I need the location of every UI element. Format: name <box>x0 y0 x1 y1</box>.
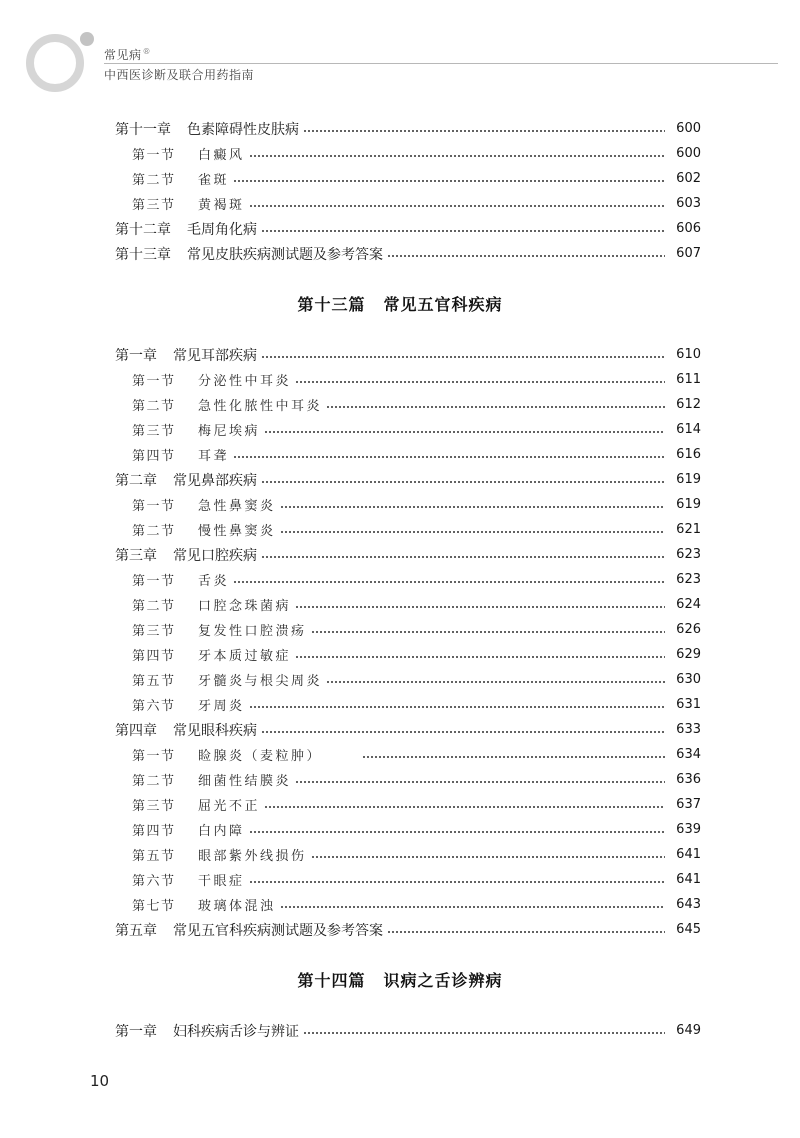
section-number: 第二节 <box>132 599 176 614</box>
page-ref: 607 <box>676 246 701 261</box>
dot-leader <box>261 480 665 484</box>
section-number: 第三节 <box>132 198 176 213</box>
dot-leader <box>295 380 665 384</box>
toc-section-entry <box>115 141 701 166</box>
header-book-title: 中西医诊断及联合用药指南 <box>104 68 255 82</box>
dot-leader <box>362 755 665 759</box>
part-number: 第十三篇 <box>297 295 366 314</box>
chapter-title: 常见眼科疾病 <box>173 722 257 739</box>
dot-leader <box>280 505 665 509</box>
page-ref: 631 <box>676 697 701 712</box>
page-ref: 623 <box>676 547 701 562</box>
section-title: 牙周炎 <box>198 699 245 714</box>
logo <box>22 30 98 100</box>
registered-mark: ® <box>142 47 152 56</box>
section-number: 第二节 <box>132 774 176 789</box>
section-number: 第二节 <box>132 524 176 539</box>
dot-leader <box>387 930 665 934</box>
chapter-number: 第三章 <box>115 547 157 564</box>
page-ref: 634 <box>676 747 701 762</box>
section-number: 第一节 <box>132 374 176 389</box>
chapter-title: 常见口腔疾病 <box>173 547 257 564</box>
page-ref: 649 <box>676 1023 701 1038</box>
toc-section-entry <box>115 842 701 867</box>
page-ref: 636 <box>676 772 701 787</box>
section-number: 第六节 <box>132 699 176 714</box>
toc-section-entry <box>115 517 701 542</box>
section-number: 第三节 <box>132 424 176 439</box>
section-title: 耳聋 <box>198 449 230 464</box>
toc-section-entry <box>115 767 701 792</box>
chapter-title: 色素障碍性皮肤病 <box>187 121 299 138</box>
toc-section-entry <box>115 417 701 442</box>
toc-chapter-entry <box>115 1018 701 1043</box>
page-ref: 641 <box>676 847 701 862</box>
page-ref: 616 <box>676 447 701 462</box>
toc-chapter-entry <box>115 216 701 241</box>
part-title-14 <box>0 968 800 991</box>
toc-section-entry <box>115 742 701 767</box>
section-number: 第四节 <box>132 649 176 664</box>
page-ref: 611 <box>676 372 701 387</box>
dot-leader <box>249 204 665 208</box>
chapter-title: 常见耳部疾病 <box>173 347 257 364</box>
chapter-number: 第十二章 <box>115 221 171 238</box>
chapter-number: 第四章 <box>115 722 157 739</box>
dot-leader <box>280 530 665 534</box>
page-ref: 637 <box>676 797 701 812</box>
section-number: 第二节 <box>132 399 176 414</box>
page-number: 10 <box>90 1072 110 1090</box>
page-ref: 633 <box>676 722 701 737</box>
section-number: 第五节 <box>132 849 176 864</box>
dot-leader <box>261 229 665 233</box>
section-number: 第四节 <box>132 824 176 839</box>
page-ref: 610 <box>676 347 701 362</box>
toc-section-entry <box>115 617 701 642</box>
dot-leader <box>249 880 665 884</box>
section-title: 白内障 <box>198 824 245 839</box>
dot-leader <box>295 605 665 609</box>
section-title: 睑腺炎（麦粒肿） <box>198 749 323 764</box>
part-name: 识病之舌诊辨病 <box>383 971 503 990</box>
section-title: 细菌性结膜炎 <box>198 774 292 789</box>
section-number: 第二节 <box>132 173 176 188</box>
section-number: 第一节 <box>132 574 176 589</box>
toc-section-entry <box>115 592 701 617</box>
toc-section-entry <box>115 692 701 717</box>
dot-leader <box>233 179 665 183</box>
toc-chapter-entry <box>115 116 701 141</box>
dot-leader <box>249 154 665 158</box>
chapter-title: 常见鼻部疾病 <box>173 472 257 489</box>
section-title: 牙髓炎与根尖周炎 <box>198 674 323 689</box>
page-ref: 626 <box>676 622 701 637</box>
toc-block-3 <box>115 1018 701 1043</box>
section-number: 第一节 <box>132 148 176 163</box>
header-series-title: 常见病 <box>104 48 142 62</box>
page-ref: 619 <box>676 497 701 512</box>
toc-chapter-entry <box>115 241 701 266</box>
page-ref: 641 <box>676 872 701 887</box>
dot-leader <box>264 805 665 809</box>
section-number: 第三节 <box>132 799 176 814</box>
header-rule <box>104 63 778 64</box>
dot-leader <box>311 855 665 859</box>
dot-leader <box>295 655 665 659</box>
part-title-13 <box>0 292 800 315</box>
dot-leader <box>311 630 665 634</box>
section-title: 梅尼埃病 <box>198 424 261 439</box>
section-title: 眼部紫外线损伤 <box>198 849 307 864</box>
section-title: 黄褐斑 <box>198 198 245 213</box>
chapter-title: 常见五官科疾病测试题及参考答案 <box>173 922 383 939</box>
toc-section-entry <box>115 867 701 892</box>
section-title: 急性化脓性中耳炎 <box>198 399 323 414</box>
logo-ring-icon <box>26 34 84 92</box>
section-title: 口腔念珠菌病 <box>198 599 292 614</box>
dot-leader <box>326 680 665 684</box>
part-number: 第十四篇 <box>297 971 366 990</box>
dot-leader <box>249 705 665 709</box>
section-number: 第一节 <box>132 749 176 764</box>
page-ref: 639 <box>676 822 701 837</box>
section-title: 慢性鼻窦炎 <box>198 524 276 539</box>
toc-block-1 <box>115 116 701 266</box>
dot-leader <box>233 580 665 584</box>
page-ref: 643 <box>676 897 701 912</box>
section-title: 屈光不正 <box>198 799 261 814</box>
chapter-number: 第五章 <box>115 922 157 939</box>
toc-chapter-entry <box>115 717 701 742</box>
toc-section-entry <box>115 191 701 216</box>
dot-leader <box>264 430 665 434</box>
toc-chapter-entry <box>115 467 701 492</box>
page-ref: 612 <box>676 397 701 412</box>
chapter-title: 毛周角化病 <box>187 221 257 238</box>
chapter-title: 妇科疾病舌诊与辨证 <box>173 1023 299 1040</box>
page-ref: 629 <box>676 647 701 662</box>
toc-section-entry <box>115 492 701 517</box>
dot-leader <box>249 830 665 834</box>
section-title: 分泌性中耳炎 <box>198 374 292 389</box>
toc-section-entry <box>115 667 701 692</box>
section-title: 舌炎 <box>198 574 230 589</box>
page-ref: 630 <box>676 672 701 687</box>
toc-section-entry <box>115 392 701 417</box>
toc-section-entry <box>115 367 701 392</box>
toc-chapter-entry <box>115 917 701 942</box>
dot-leader <box>261 355 665 359</box>
chapter-number: 第二章 <box>115 472 157 489</box>
chapter-number: 第一章 <box>115 347 157 364</box>
logo-dot-icon <box>80 32 94 46</box>
dot-leader <box>387 254 665 258</box>
section-number: 第七节 <box>132 899 176 914</box>
toc-section-entry <box>115 567 701 592</box>
chapter-number: 第十一章 <box>115 121 171 138</box>
toc-chapter-entry <box>115 542 701 567</box>
section-number: 第三节 <box>132 624 176 639</box>
page-ref: 619 <box>676 472 701 487</box>
section-title: 急性鼻窦炎 <box>198 499 276 514</box>
section-number: 第五节 <box>132 674 176 689</box>
toc-section-entry <box>115 442 701 467</box>
page-ref: 623 <box>676 572 701 587</box>
section-title: 白癜风 <box>198 148 245 163</box>
page-ref: 624 <box>676 597 701 612</box>
chapter-number: 第一章 <box>115 1023 157 1040</box>
toc-section-entry <box>115 166 701 191</box>
page-ref: 600 <box>676 146 701 161</box>
page-ref: 614 <box>676 422 701 437</box>
dot-leader <box>233 455 665 459</box>
section-number: 第六节 <box>132 874 176 889</box>
section-title: 玻璃体混浊 <box>198 899 276 914</box>
toc-block-2 <box>115 342 701 942</box>
dot-leader <box>295 780 665 784</box>
section-title: 牙本质过敏症 <box>198 649 292 664</box>
page-ref: 602 <box>676 171 701 186</box>
section-title: 复发性口腔溃疡 <box>198 624 307 639</box>
dot-leader <box>261 555 665 559</box>
dot-leader <box>303 129 665 133</box>
toc-section-entry <box>115 892 701 917</box>
dot-leader <box>261 730 665 734</box>
toc-section-entry <box>115 792 701 817</box>
page-ref: 603 <box>676 196 701 211</box>
section-title: 干眼症 <box>198 874 245 889</box>
page-ref: 600 <box>676 121 701 136</box>
toc-section-entry <box>115 817 701 842</box>
dot-leader <box>303 1031 665 1035</box>
part-name: 常见五官科疾病 <box>383 295 503 314</box>
page-ref: 606 <box>676 221 701 236</box>
dot-leader <box>326 405 665 409</box>
chapter-title: 常见皮肤疾病测试题及参考答案 <box>187 246 383 263</box>
dot-leader <box>280 905 665 909</box>
section-number: 第四节 <box>132 449 176 464</box>
section-title: 雀斑 <box>198 173 230 188</box>
section-number: 第一节 <box>132 499 176 514</box>
chapter-number: 第十三章 <box>115 246 171 263</box>
toc-section-entry <box>115 642 701 667</box>
toc-chapter-entry <box>115 342 701 367</box>
page-ref: 621 <box>676 522 701 537</box>
page-ref: 645 <box>676 922 701 937</box>
